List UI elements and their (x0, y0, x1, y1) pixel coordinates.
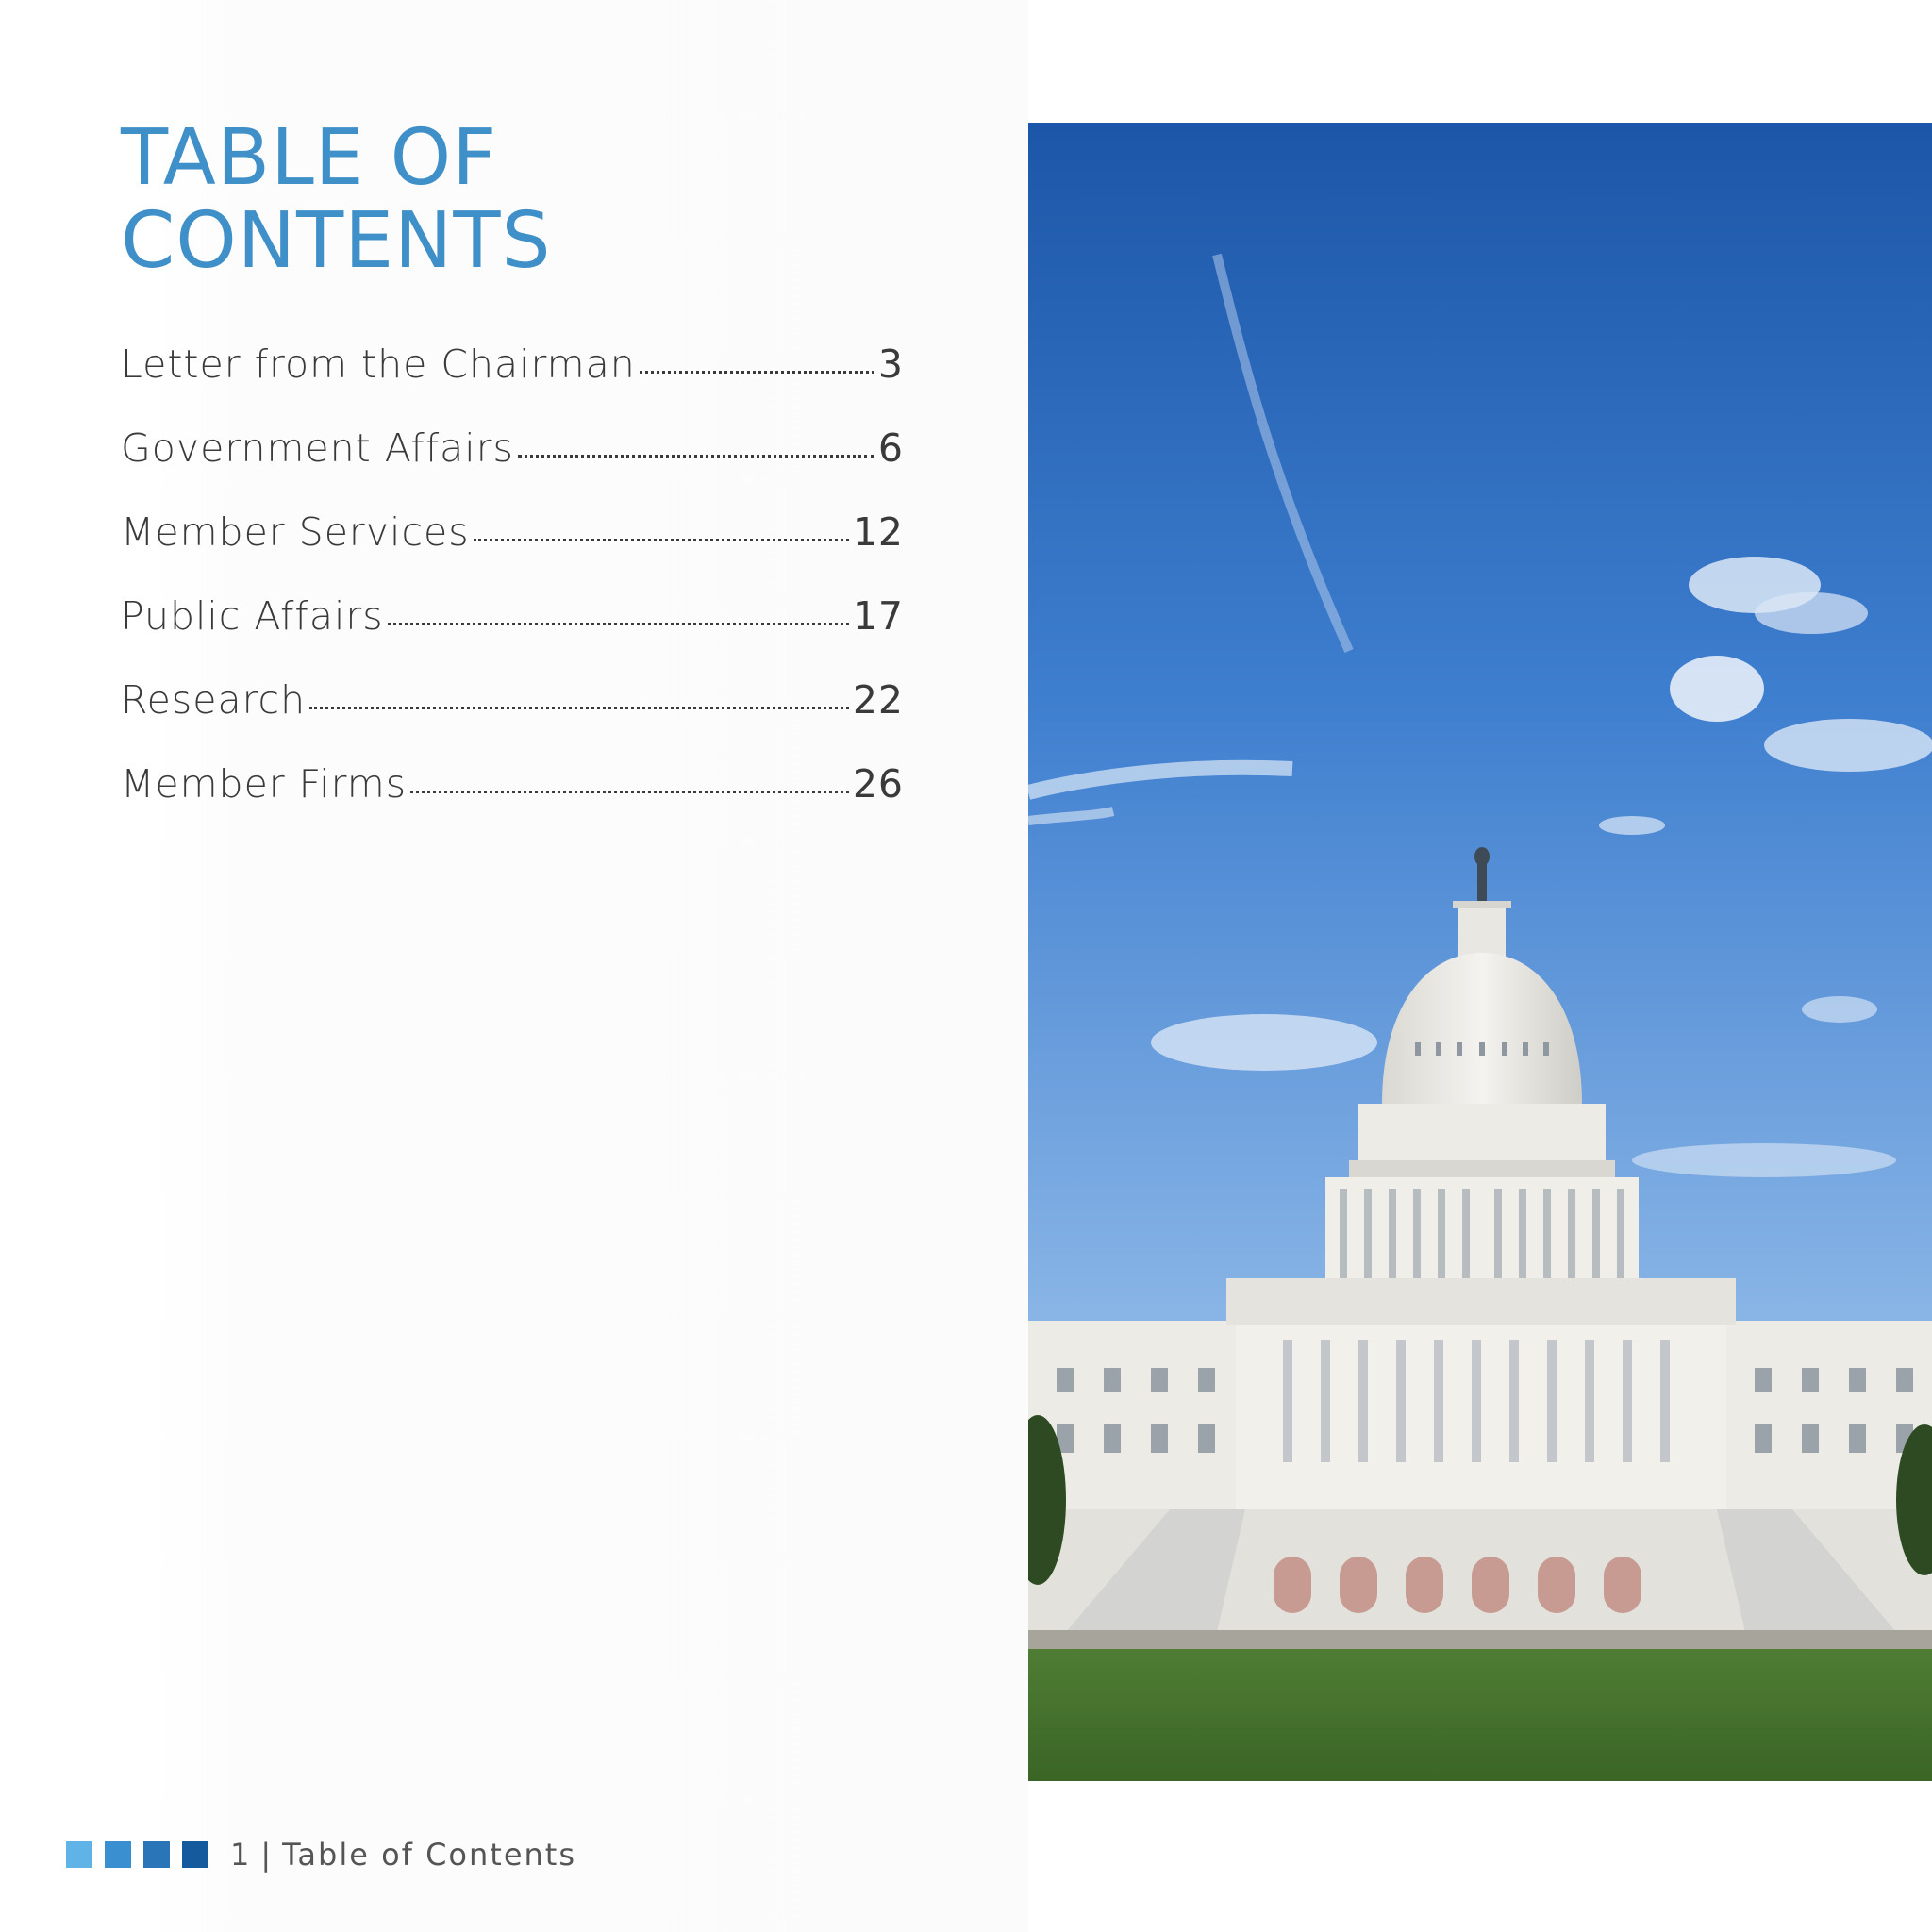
toc-entry-page: 17 (852, 593, 904, 639)
dot-leader (309, 707, 849, 709)
toc-entry-page: 22 (852, 677, 904, 723)
toc-entry-label: Member Firms (121, 761, 408, 807)
toc-entry-page: 6 (877, 425, 904, 471)
toc-entry-label: Government Affairs (121, 425, 514, 471)
dot-leader (388, 623, 849, 625)
dot-leader (474, 539, 849, 541)
footer-square (143, 1841, 170, 1868)
toc-entry-member-firms[interactable] (121, 761, 904, 845)
toc-entry-page: 3 (877, 341, 904, 387)
toc-entry-research[interactable] (121, 677, 904, 761)
footer-square (182, 1841, 208, 1868)
dot-leader (640, 371, 874, 374)
page-title-line-1: TABLE OF (121, 113, 498, 203)
footer-separator: | (260, 1837, 272, 1873)
capitol-building-photo (1028, 123, 1932, 1781)
page-title (121, 113, 552, 286)
dot-leader (518, 455, 874, 458)
toc-entry-label: Research (121, 677, 307, 723)
table-of-contents (121, 341, 904, 845)
toc-entry-label: Member Services (121, 509, 470, 555)
toc-entry-label: Public Affairs (121, 593, 384, 639)
page-title-line-2: CONTENTS (121, 196, 552, 286)
toc-entry-page: 12 (852, 509, 904, 555)
dot-leader (410, 791, 849, 793)
footer-section-title: Table of Contents (282, 1837, 577, 1873)
toc-entry-public-affairs[interactable] (121, 593, 904, 677)
footer-color-squares (66, 1841, 221, 1868)
toc-entry-label: Letter from the Chairman (121, 341, 636, 387)
toc-entry-government-affairs[interactable] (121, 425, 904, 509)
toc-entry-letter-from-chairman[interactable] (121, 341, 904, 425)
toc-entry-member-services[interactable] (121, 509, 904, 593)
footer-page-number: 1 (230, 1837, 250, 1873)
footer-square (105, 1841, 131, 1868)
page-footer (66, 1836, 576, 1874)
footer-square (66, 1841, 92, 1868)
toc-entry-page: 26 (852, 761, 904, 807)
